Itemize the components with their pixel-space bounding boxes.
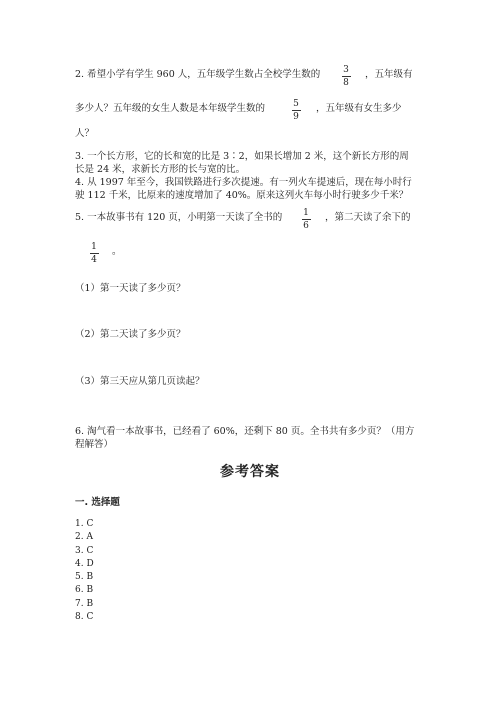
q5-fraction-2	[88, 242, 100, 265]
q3-line2: 长是 24 米，求新长方形的长与宽的比。	[75, 164, 246, 175]
answer-item: 4. D	[75, 558, 94, 569]
q5-line1-end: ，第二天读了余下的	[325, 212, 411, 223]
q2-line1-start: 2. 希望小学有学生 960 人，五年级学生数占全校学生数的	[75, 69, 321, 80]
section-heading-choice: 一. 选择题	[75, 497, 120, 508]
q2-line1-end: ，五年级有	[365, 69, 413, 80]
q5-line2-end: 。	[112, 246, 122, 257]
q5-sub-question-2: （2）第二天读了多少页？	[75, 329, 186, 340]
q6-line1: 6. 淘气看一本故事书，已经看了 60%，还剩下 80 页。全书共有多少页？（用方	[75, 426, 415, 437]
answer-item: 5. B	[75, 572, 94, 583]
fraction-bar	[90, 253, 99, 254]
fraction-numerator: 1	[303, 208, 309, 218]
fraction-denominator: 4	[91, 255, 97, 265]
answer-item: 1. C	[75, 519, 94, 529]
q2-line2-start: 多少人？五年级的女生人数是本年级学生数的	[75, 103, 266, 114]
q5-fraction-1	[300, 208, 312, 231]
fraction-denominator: 9	[293, 112, 299, 122]
answer-item: 7. B	[75, 598, 94, 609]
answer-item: 2. A	[75, 532, 93, 543]
q4-line1: 4. 从 1997 年至今，我国铁路进行多次提速。有一列火车提速后，现在每小时行	[75, 177, 412, 188]
q5-sub-question-1: （1）第一天读了多少页？	[75, 283, 186, 294]
q5-sub-question-3: （3）第三天应从第几页读起？	[75, 376, 205, 387]
answer-item: 6. B	[75, 585, 94, 596]
q2-fraction-1	[340, 65, 352, 88]
q4-line2: 驶 112 千米，比原来的速度增加了 40%。原来这列火车每小时行驶多少千米？	[75, 190, 409, 201]
fraction-denominator: 6	[303, 221, 309, 231]
answer-key-title: 参考答案	[220, 464, 280, 480]
fraction-bar	[342, 76, 351, 77]
fraction-bar	[302, 219, 311, 220]
q5-line1-start: 5. 一本故事书有 120 页，小明第一天读了全书的	[75, 212, 283, 223]
fraction-numerator: 3	[343, 65, 349, 75]
fraction-denominator: 8	[343, 78, 349, 88]
fraction-numerator: 1	[91, 242, 97, 252]
q2-line2-end: ，五年级有女生多少	[316, 103, 402, 114]
fraction-bar	[292, 110, 301, 111]
q6-line2: 程解答）	[75, 439, 114, 450]
answer-item: 3. C	[75, 545, 94, 556]
q2-line3: 人？	[75, 128, 95, 139]
q2-fraction-2	[290, 99, 302, 122]
answer-list	[75, 518, 94, 624]
fraction-numerator: 5	[293, 99, 299, 109]
answer-item: 8. C	[75, 612, 94, 623]
q3-line1: 3. 一个长方形，它的长和宽的比是 3∶2，如果长增加 2 米，这个新长方形的周	[75, 151, 409, 162]
